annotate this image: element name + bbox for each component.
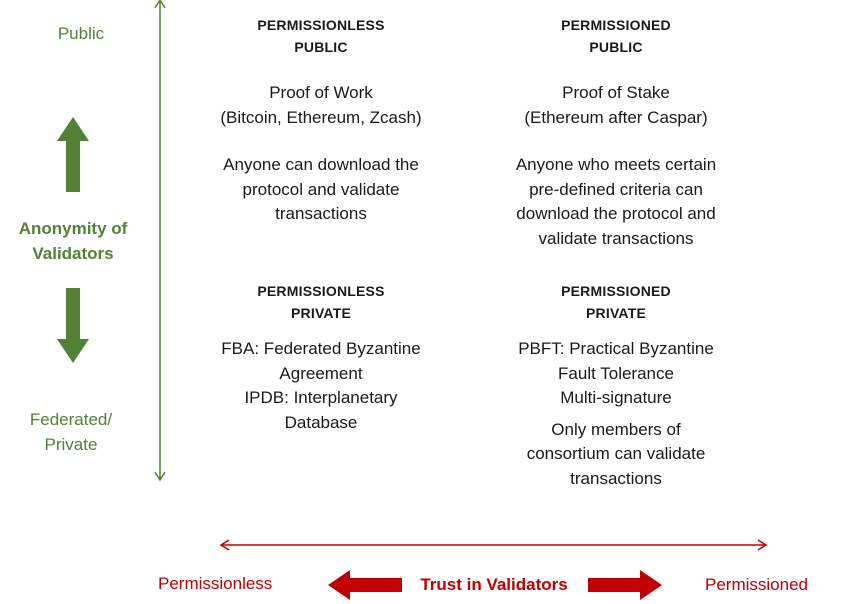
body-line: PBFT: Practical Byzantine: [518, 339, 714, 358]
body-line: Anyone can download the: [223, 155, 419, 174]
federated-label-line1: Federated/: [29, 410, 113, 429]
anonymity-title-line2: Validators: [32, 244, 114, 263]
body-line: Database: [284, 412, 358, 432]
body-line: FBA: Federated Byzantine: [221, 339, 421, 358]
heading-line: PRIVATE: [586, 305, 646, 321]
body-line: consortium can validate: [526, 444, 706, 463]
vertical-axis-line: [151, 0, 171, 486]
horizontal-axis-line: [216, 537, 776, 553]
public-label: Public: [57, 24, 105, 43]
heading-line: PERMISSIONED: [561, 17, 671, 33]
body-line: transactions: [275, 204, 367, 223]
quadrant-permissioned-private: [480, 280, 752, 491]
body-line: IPDB: Interplanetary: [244, 388, 398, 407]
permissioned-label: Permissioned: [705, 575, 808, 594]
body-line: transactions: [570, 468, 662, 488]
arrow-right-icon: [586, 568, 664, 602]
arrow-down-icon: [53, 285, 93, 365]
body-line: Proof of Work: [269, 83, 373, 102]
heading-line: PERMISSIONLESS: [257, 17, 385, 33]
body-line: download the protocol and: [516, 204, 716, 223]
quadrant-heading: [185, 280, 457, 324]
trust-axis-title: Trust in Validators: [420, 575, 568, 594]
quadrant-body: [480, 337, 752, 491]
quadrant-heading: [480, 14, 752, 58]
federated-private-label: [16, 407, 126, 457]
permissionless-label: Permissionless: [158, 574, 273, 593]
heading-line: PRIVATE: [291, 305, 351, 321]
body-line: Multi-signature: [560, 388, 672, 407]
body-line: Only members of: [551, 419, 681, 439]
anonymity-title-line1: Anonymity of: [18, 219, 128, 238]
body-line: (Ethereum after Caspar): [524, 107, 708, 127]
quadrant-heading: [480, 280, 752, 324]
body-line: validate transactions: [538, 228, 694, 248]
quadrant-heading: [185, 14, 457, 58]
heading-line: PERMISSIONLESS: [257, 283, 385, 299]
arrow-left-icon: [326, 568, 404, 602]
body-line: protocol and validate: [242, 179, 400, 199]
body-line: Fault Tolerance: [558, 363, 674, 383]
quadrant-permissionless-private: [185, 280, 457, 435]
body-line: Anyone who meets certain: [515, 155, 717, 174]
arrow-up-icon: [53, 115, 93, 195]
heading-line: PUBLIC: [294, 39, 348, 55]
quadrant-body: [185, 337, 457, 435]
anonymity-axis-title: [6, 216, 140, 266]
heading-line: PUBLIC: [589, 39, 643, 55]
quadrant-permissioned-public: [480, 14, 752, 251]
body-line: (Bitcoin, Ethereum, Zcash): [220, 107, 422, 127]
body-line: pre-defined criteria can: [529, 179, 703, 199]
body-line: Proof of Stake: [562, 83, 670, 102]
body-line: Agreement: [279, 363, 363, 383]
quadrant-permissionless-public: [185, 14, 457, 227]
quadrant-body: [185, 81, 457, 227]
heading-line: PERMISSIONED: [561, 283, 671, 299]
federated-label-line2: Private: [44, 435, 98, 454]
quadrant-body: [480, 81, 752, 251]
